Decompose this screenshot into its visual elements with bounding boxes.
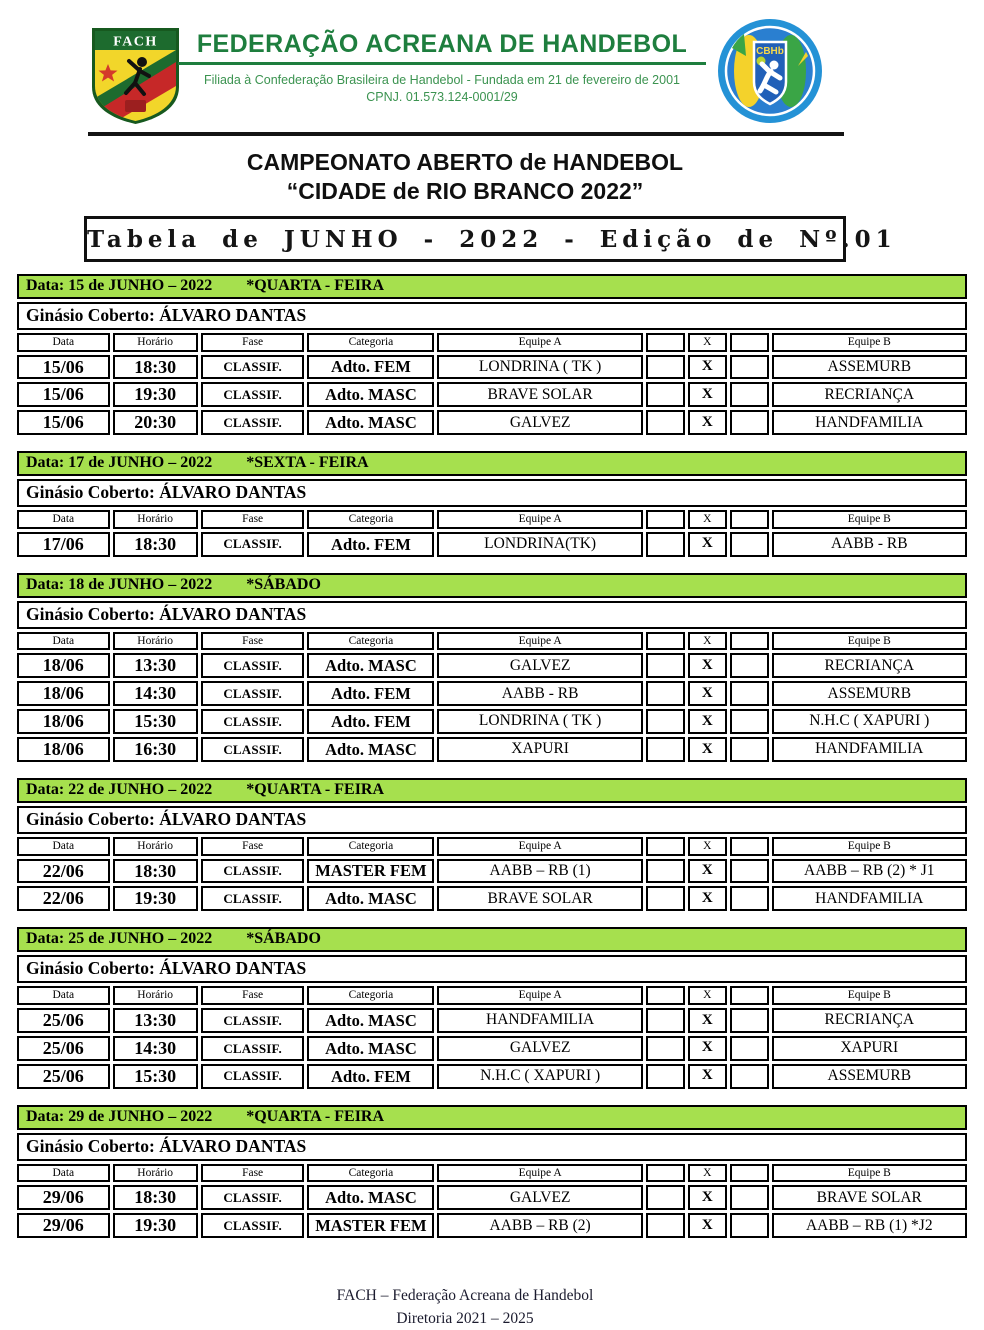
match-row <box>17 1036 967 1061</box>
x-cell: X <box>688 1008 727 1033</box>
section-date-bar <box>17 274 967 299</box>
category-cell: Adto. MASC <box>307 410 434 435</box>
team-b-cell: AABB – RB (1) *J2 <box>772 1213 967 1238</box>
phase-cell: CLASSIF. <box>201 709 305 734</box>
category-cell: Adto. FEM <box>307 1064 434 1089</box>
team-b-cell: ASSEMURB <box>772 1064 967 1089</box>
x-cell: X <box>688 737 727 762</box>
spacer-left-cell <box>646 382 685 407</box>
venue-label: Ginásio Coberto: ÁLVARO DANTAS <box>17 479 967 507</box>
section-date-label: Data: 22 de JUNHO – 2022 <box>26 780 213 798</box>
section-day-label: *QUARTA - FEIRA <box>246 1107 385 1125</box>
section-date-bar <box>17 778 967 803</box>
phase-cell: CLASSIF. <box>201 886 305 911</box>
team-a-cell: XAPURI <box>437 737 643 762</box>
time-cell: 19:30 <box>113 382 198 407</box>
schedule-table-22-june <box>14 775 970 914</box>
edition-box-text: Tabela de JUNHO - 2022 - Edição de Nº.01 <box>87 225 897 253</box>
spacer-left-cell <box>646 737 685 762</box>
document-footer <box>84 1285 846 1330</box>
schedule-table-17-june <box>14 448 970 560</box>
spacer-left-cell <box>646 1036 685 1061</box>
column-header-team-b: Equipe B <box>772 986 967 1005</box>
date-cell: 18/06 <box>17 653 110 678</box>
spacer-right-cell <box>730 1213 769 1238</box>
spacer-left-cell <box>646 532 685 557</box>
spacer-left-cell <box>646 355 685 380</box>
column-header-spacer-right <box>730 333 769 352</box>
section-date-bar <box>17 1105 967 1130</box>
match-row <box>17 737 967 762</box>
schedule-table-29-june <box>14 1102 970 1241</box>
x-cell: X <box>688 859 727 884</box>
phase-cell: CLASSIF. <box>201 1008 305 1033</box>
spacer-left-cell <box>646 653 685 678</box>
column-header-phase: Fase <box>201 632 305 651</box>
category-cell: Adto. MASC <box>307 382 434 407</box>
column-header-category: Categoria <box>307 986 434 1005</box>
team-b-cell: HANDFAMILIA <box>772 737 967 762</box>
team-a-cell: GALVEZ <box>437 410 643 435</box>
team-b-cell: ASSEMURB <box>772 355 967 380</box>
edition-box <box>84 216 897 262</box>
time-cell: 19:30 <box>113 886 198 911</box>
spacer-right-cell <box>730 1185 769 1210</box>
spacer-right-cell <box>730 1008 769 1033</box>
column-header-spacer-left <box>646 333 685 352</box>
date-cell: 15/06 <box>17 382 110 407</box>
section-date-label: Data: 17 de JUNHO – 2022 <box>26 454 213 472</box>
spacer-right-cell <box>730 709 769 734</box>
fach-logo-text: FACH <box>113 34 158 50</box>
time-cell: 13:30 <box>113 1008 198 1033</box>
x-cell: X <box>688 1185 727 1210</box>
championship-title-line1: CAMPEONATO ABERTO de HANDEBOL <box>246 149 684 175</box>
date-cell: 25/06 <box>17 1036 110 1061</box>
team-b-cell: RECRIANÇA <box>772 1008 967 1033</box>
match-row <box>17 1008 967 1033</box>
team-a-cell: GALVEZ <box>437 1036 643 1061</box>
column-header-category: Categoria <box>307 510 434 529</box>
time-cell: 20:30 <box>113 410 198 435</box>
time-cell: 18:30 <box>113 859 198 884</box>
column-header-phase: Fase <box>201 510 305 529</box>
column-header-time: Horário <box>113 510 198 529</box>
phase-cell: CLASSIF. <box>201 532 305 557</box>
phase-cell: CLASSIF. <box>201 355 305 380</box>
phase-cell: CLASSIF. <box>201 1036 305 1061</box>
venue-label: Ginásio Coberto: ÁLVARO DANTAS <box>17 1133 967 1161</box>
schedule-area <box>14 271 970 1241</box>
date-cell: 25/06 <box>17 1008 110 1033</box>
column-header-spacer-left <box>646 632 685 651</box>
column-header-spacer-right <box>730 632 769 651</box>
time-cell: 15:30 <box>113 709 198 734</box>
column-header-category: Categoria <box>307 1164 434 1183</box>
column-header-team-a: Equipe A <box>437 986 643 1005</box>
column-header-phase: Fase <box>201 333 305 352</box>
column-header-time: Horário <box>113 837 198 856</box>
column-header-team-a: Equipe A <box>437 632 643 651</box>
match-row <box>17 410 967 435</box>
team-b-cell: ASSEMURB <box>772 681 967 706</box>
column-header-category: Categoria <box>307 632 434 651</box>
category-cell: MASTER FEM <box>307 1213 434 1238</box>
column-header-time: Horário <box>113 1164 198 1183</box>
fach-shield-logo <box>88 24 183 126</box>
venue-label: Ginásio Coberto: ÁLVARO DANTAS <box>17 601 967 629</box>
match-row <box>17 1185 967 1210</box>
spacer-right-cell <box>730 532 769 557</box>
column-header-spacer-left <box>646 986 685 1005</box>
x-cell: X <box>688 1064 727 1089</box>
date-cell: 18/06 <box>17 709 110 734</box>
section-date-bar <box>17 573 967 598</box>
column-header-x: X <box>688 1164 727 1183</box>
match-row <box>17 681 967 706</box>
column-header-spacer-left <box>646 837 685 856</box>
match-row <box>17 355 967 380</box>
team-b-cell: XAPURI <box>772 1036 967 1061</box>
spacer-right-cell <box>730 737 769 762</box>
spacer-left-cell <box>646 886 685 911</box>
phase-cell: CLASSIF. <box>201 382 305 407</box>
category-cell: Adto. MASC <box>307 1008 434 1033</box>
spacer-left-cell <box>646 1064 685 1089</box>
date-cell: 29/06 <box>17 1213 110 1238</box>
x-cell: X <box>688 1036 727 1061</box>
team-a-cell: LONDRINA ( TK ) <box>437 355 643 380</box>
column-header-time: Horário <box>113 986 198 1005</box>
phase-cell: CLASSIF. <box>201 653 305 678</box>
time-cell: 14:30 <box>113 681 198 706</box>
column-header-spacer-right <box>730 986 769 1005</box>
match-row <box>17 532 967 557</box>
championship-title-line2: “CIDADE de RIO BRANCO 2022” <box>286 178 644 205</box>
phase-cell: CLASSIF. <box>201 859 305 884</box>
time-cell: 19:30 <box>113 1213 198 1238</box>
date-cell: 15/06 <box>17 355 110 380</box>
category-cell: Adto. MASC <box>307 737 434 762</box>
column-header-spacer-right <box>730 510 769 529</box>
column-header-team-b: Equipe B <box>772 837 967 856</box>
x-cell: X <box>688 886 727 911</box>
spacer-left-cell <box>646 709 685 734</box>
column-header-team-b: Equipe B <box>772 510 967 529</box>
column-header-team-a: Equipe A <box>437 333 643 352</box>
team-b-cell: HANDFAMILIA <box>772 410 967 435</box>
time-cell: 18:30 <box>113 1185 198 1210</box>
venue-label: Ginásio Coberto: ÁLVARO DANTAS <box>17 955 967 983</box>
team-b-cell: AABB – RB (2) * J1 <box>772 859 967 884</box>
column-header-x: X <box>688 510 727 529</box>
spacer-right-cell <box>730 681 769 706</box>
green-rule <box>178 62 706 65</box>
match-row <box>17 382 967 407</box>
column-header-team-a: Equipe A <box>437 510 643 529</box>
column-header-phase: Fase <box>201 986 305 1005</box>
section-date-label: Data: 29 de JUNHO – 2022 <box>26 1107 213 1125</box>
cbhb-logo <box>710 16 830 126</box>
section-date-label: Data: 25 de JUNHO – 2022 <box>26 930 213 948</box>
spacer-left-cell <box>646 859 685 884</box>
letterhead <box>0 16 984 132</box>
column-header-time: Horário <box>113 632 198 651</box>
category-cell: MASTER FEM <box>307 859 434 884</box>
section-date-label: Data: 18 de JUNHO – 2022 <box>26 575 213 593</box>
championship-title <box>84 148 846 207</box>
team-a-cell: N.H.C ( XAPURI ) <box>437 1064 643 1089</box>
time-cell: 18:30 <box>113 355 198 380</box>
date-cell: 22/06 <box>17 859 110 884</box>
x-cell: X <box>688 532 727 557</box>
x-cell: X <box>688 355 727 380</box>
section-date-bar <box>17 927 967 952</box>
phase-cell: CLASSIF. <box>201 1213 305 1238</box>
section-day-label: *QUARTA - FEIRA <box>246 276 385 294</box>
team-b-cell: AABB - RB <box>772 532 967 557</box>
cnpj-line: CPNJ. 01.573.124-0001/29 <box>366 89 518 104</box>
category-cell: Adto. MASC <box>307 1036 434 1061</box>
section-day-label: *QUARTA - FEIRA <box>246 780 385 798</box>
x-cell: X <box>688 681 727 706</box>
date-cell: 15/06 <box>17 410 110 435</box>
spacer-right-cell <box>730 886 769 911</box>
category-cell: Adto. FEM <box>307 709 434 734</box>
column-header-spacer-left <box>646 1164 685 1183</box>
spacer-right-cell <box>730 382 769 407</box>
venue-label: Ginásio Coberto: ÁLVARO DANTAS <box>17 806 967 834</box>
footer-line1: FACH – Federação Acreana de Handebol <box>336 1287 594 1305</box>
column-header-date: Data <box>17 510 110 529</box>
column-header-team-a: Equipe A <box>437 1164 643 1183</box>
spacer-right-cell <box>730 1036 769 1061</box>
date-cell: 25/06 <box>17 1064 110 1089</box>
column-header-team-a: Equipe A <box>437 837 643 856</box>
column-header-spacer-right <box>730 1164 769 1183</box>
schedule-table-25-june <box>14 924 970 1091</box>
date-cell: 29/06 <box>17 1185 110 1210</box>
time-cell: 15:30 <box>113 1064 198 1089</box>
section-day-label: *SÁBADO <box>246 930 321 948</box>
cbhb-logo-text: CBHb <box>756 46 784 57</box>
column-header-phase: Fase <box>201 1164 305 1183</box>
venue-label: Ginásio Coberto: ÁLVARO DANTAS <box>17 302 967 330</box>
match-row <box>17 653 967 678</box>
column-header-x: X <box>688 837 727 856</box>
section-date-bar <box>17 451 967 476</box>
x-cell: X <box>688 382 727 407</box>
section-date-label: Data: 15 de JUNHO – 2022 <box>26 276 213 294</box>
column-header-time: Horário <box>113 333 198 352</box>
column-header-x: X <box>688 986 727 1005</box>
x-cell: X <box>688 709 727 734</box>
spacer-right-cell <box>730 410 769 435</box>
spacer-left-cell <box>646 410 685 435</box>
time-cell: 13:30 <box>113 653 198 678</box>
column-header-team-b: Equipe B <box>772 333 967 352</box>
column-header-date: Data <box>17 333 110 352</box>
spacer-right-cell <box>730 859 769 884</box>
category-cell: Adto. MASC <box>307 653 434 678</box>
column-header-date: Data <box>17 632 110 651</box>
column-header-category: Categoria <box>307 333 434 352</box>
match-row <box>17 886 967 911</box>
match-row <box>17 1213 967 1238</box>
column-header-date: Data <box>17 986 110 1005</box>
phase-cell: CLASSIF. <box>201 1064 305 1089</box>
phase-cell: CLASSIF. <box>201 410 305 435</box>
date-cell: 18/06 <box>17 737 110 762</box>
team-a-cell: BRAVE SOLAR <box>437 382 643 407</box>
team-a-cell: GALVEZ <box>437 1185 643 1210</box>
column-header-phase: Fase <box>201 837 305 856</box>
date-cell: 18/06 <box>17 681 110 706</box>
team-a-cell: AABB – RB (2) <box>437 1213 643 1238</box>
column-header-date: Data <box>17 1164 110 1183</box>
team-a-cell: LONDRINA ( TK ) <box>437 709 643 734</box>
column-header-team-b: Equipe B <box>772 632 967 651</box>
column-header-x: X <box>688 333 727 352</box>
spacer-right-cell <box>730 1064 769 1089</box>
column-header-spacer-left <box>646 510 685 529</box>
spacer-left-cell <box>646 1213 685 1238</box>
spacer-right-cell <box>730 355 769 380</box>
letterhead-center <box>178 30 706 106</box>
team-b-cell: BRAVE SOLAR <box>772 1185 967 1210</box>
x-cell: X <box>688 653 727 678</box>
spacer-left-cell <box>646 1185 685 1210</box>
column-header-team-b: Equipe B <box>772 1164 967 1183</box>
phase-cell: CLASSIF. <box>201 681 305 706</box>
category-cell: Adto. FEM <box>307 355 434 380</box>
date-cell: 17/06 <box>17 532 110 557</box>
team-a-cell: AABB - RB <box>437 681 643 706</box>
category-cell: Adto. FEM <box>307 532 434 557</box>
category-cell: Adto. MASC <box>307 1185 434 1210</box>
team-a-cell: AABB – RB (1) <box>437 859 643 884</box>
match-row <box>17 709 967 734</box>
phase-cell: CLASSIF. <box>201 1185 305 1210</box>
column-header-category: Categoria <box>307 837 434 856</box>
section-day-label: *SEXTA - FEIRA <box>246 454 369 472</box>
team-a-cell: LONDRINA(TK) <box>437 532 643 557</box>
phase-cell: CLASSIF. <box>201 737 305 762</box>
column-header-x: X <box>688 632 727 651</box>
header-divider <box>88 132 844 136</box>
column-header-spacer-right <box>730 837 769 856</box>
x-cell: X <box>688 1213 727 1238</box>
schedule-table-18-june <box>14 570 970 765</box>
time-cell: 16:30 <box>113 737 198 762</box>
match-row <box>17 1064 967 1089</box>
team-a-cell: GALVEZ <box>437 653 643 678</box>
section-day-label: *SÁBADO <box>246 575 321 593</box>
team-b-cell: RECRIANÇA <box>772 653 967 678</box>
x-cell: X <box>688 410 727 435</box>
team-a-cell: HANDFAMILIA <box>437 1008 643 1033</box>
spacer-right-cell <box>730 653 769 678</box>
org-name: FEDERAÇÃO ACREANA DE HANDEBOL <box>196 30 688 58</box>
team-b-cell: HANDFAMILIA <box>772 886 967 911</box>
team-a-cell: BRAVE SOLAR <box>437 886 643 911</box>
match-row <box>17 859 967 884</box>
schedule-table-15-june <box>14 271 970 438</box>
time-cell: 14:30 <box>113 1036 198 1061</box>
affiliation-line: Filiada à Confederação Brasileira de Handebol - Fundada em 21 de fevereiro de 2001 <box>204 73 680 87</box>
time-cell: 18:30 <box>113 532 198 557</box>
spacer-left-cell <box>646 1008 685 1033</box>
date-cell: 22/06 <box>17 886 110 911</box>
team-b-cell: RECRIANÇA <box>772 382 967 407</box>
column-header-date: Data <box>17 837 110 856</box>
spacer-left-cell <box>646 681 685 706</box>
category-cell: Adto. FEM <box>307 681 434 706</box>
team-b-cell: N.H.C ( XAPURI ) <box>772 709 967 734</box>
footer-line2: Diretoria 2021 – 2025 <box>396 1309 534 1327</box>
category-cell: Adto. MASC <box>307 886 434 911</box>
